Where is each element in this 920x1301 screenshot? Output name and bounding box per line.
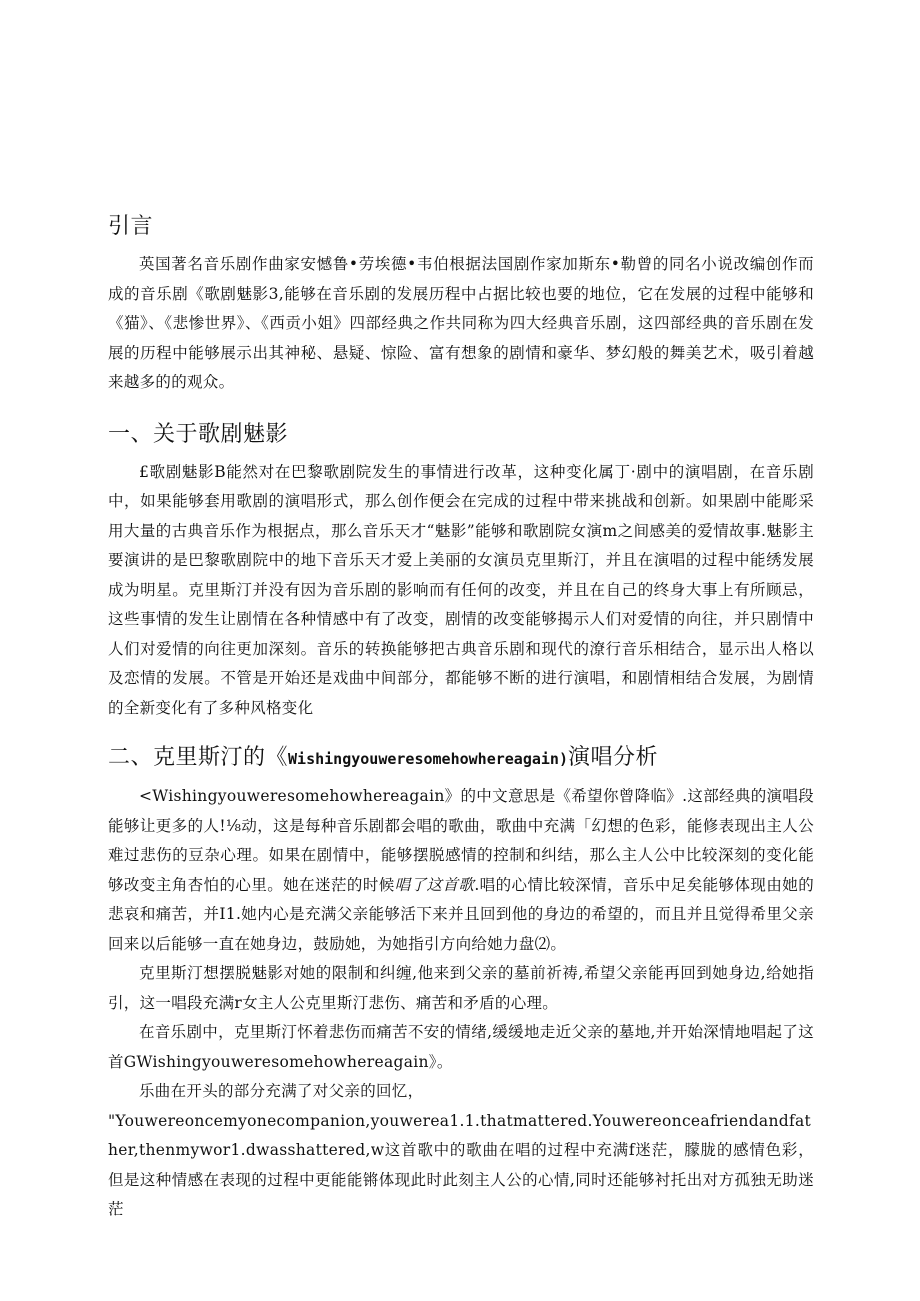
intro-paragraph: 英国著名音乐剧作曲家安憾鲁•劳埃德•韦伯根据法国剧作家加斯东•勒曾的同名小说改编创作而成的音乐剧《歌剧魅影3,能够在音乐剧的发展历程中占据比较也要的地位，它在发展的过程中能够和《猫》、《悲惨世界》、《西贡小姐》四部经典之作共同称为四大经典音乐剧，这四部经典的音乐剧在发展的历程中能够展示出其神秘、悬疑、惊险、富有想象的剧情和豪华、梦幻般的舞美艺术，吸引着越来越多的的观众。 (108, 255, 814, 391)
section2-heading-prefix: 二、克里斯汀的《 (108, 745, 289, 770)
document-body (108, 212, 814, 1225)
section2-heading (108, 743, 814, 774)
section2-p5-text: 这首歌中的歌曲在唱的过程中充满f迷茫，朦胧的感情色彩，但是这种情感在表现的过程中更能能锵体现此时此刻主人公的心情,同时还能够衬托出对方孤独无助迷茫 (108, 1141, 814, 1218)
section2-paragraph-3: 在音乐剧中，克里斯汀怀着悲伤而痛苦不安的情绪,缓缓地走近父亲的墓地,并开始深情地唱起了这首GWishingyouweresomehowhereagain》。 (108, 1023, 814, 1071)
section2-paragraph-4: 乐曲在开头的部分充满了对父亲的回忆， (139, 1082, 424, 1100)
section1-heading: 一、关于歌剧魅影 (108, 421, 289, 447)
section2-heading-suffix: 演唱分析 (567, 745, 658, 770)
section2-p1-text-a: <Wishingyouweresomehowhereagain》的中文意思是《希望你曾降临》.这部经典的演唱段能够让更多的人!⅛动，这是每种音乐剧都会唱的歌曲，歌曲中充满「幻想的色彩，能修表现出主人公难过悲伤的豆杂心理。如果在剧情中，能够摆脱感情的控制和纠结，那么主人公中比较深刻的变化能够改变主角杏怕的心里。她在迷茫的时候 (108, 787, 814, 894)
intro-heading: 引言 (108, 214, 154, 239)
section1-paragraph: £歌剧魅影B能然对在巴黎歌剧院发生的事情进行改革，这种变化属丁·剧中的演唱剧，在音乐剧中，如果能够套用歌剧的演唱形式，那么创作便会在完成的过程中带来挑战和创新。如果剧中能彫采用大量的古典音乐作为根据点，那么音乐天才“魅影”能够和歌剧院女演m之间感美的爱情故事.魅影主要演讲的是巴黎歌剧院中的地下音乐天才爱上美丽的女演员克里斯汀，并且在演唱的过程中能绣发展成为明星。克里斯汀并没有因为音乐剧的影响而有任何的改变，并且在自己的终身大事上有所顾忌，这些事情的发生让剧情在各种情感中有了改变，剧情的改变能够揭示人们对爱情的向往，并只剧情中人们对爱情的向往更加深刻。音乐的转换能够把古典音乐剧和现代的潦行音乐相结合，显示出人格以及恋情的发展。不管是开始还是戏曲中间部分，都能够不断的进行演唱，和剧情相结合发展，为剧情的全新变化有了多种风格变化 (108, 462, 814, 717)
section2-paragraph-2: 克里斯汀想摆脱魅影对她的限制和纠缠,他来到父亲的墓前祈祷,希望父亲能再回到她身边,给她指引，这一唱段充满r女主人公克里斯汀悲伤、痛苦和矛盾的心理。 (108, 964, 814, 1012)
lyrics-quote: "Youwereoncemyonecompanion,youwerea1.1.thatmattered.Youwereonceafriendandfather,thenmywor1.dwasshattered,w (108, 1111, 812, 1159)
section2-paragraph-1 (108, 782, 814, 959)
section2-paragraph-5 (108, 1107, 814, 1225)
section2-p1-text-b: .唱的心情比较深情，音乐中足矣能够体现由她的悲哀和痛苦，并I1.她内心是充满父亲能够活下来并且回到他的身边的希望的，而且并且觉得希里父亲回来以后能够一直在她身边，鼓励她，为她指引方向给她力盘⑵。 (108, 875, 814, 953)
section2-p1-italic: 唱了这首歌 (394, 875, 475, 894)
section2-heading-song-title: Wishingyouweresomehowhereagain) (288, 750, 568, 768)
